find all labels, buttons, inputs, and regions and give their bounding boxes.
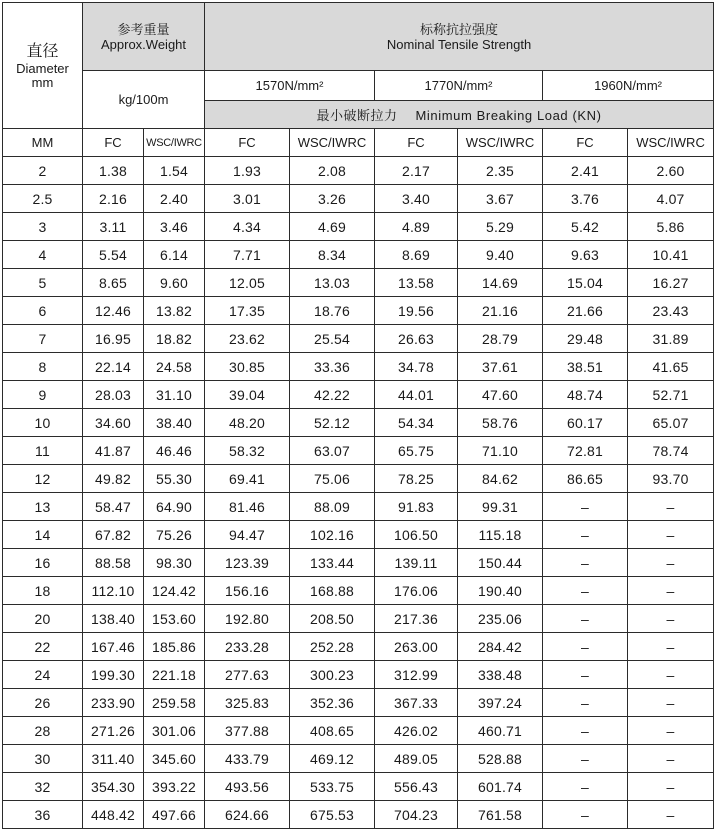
mbl-1770-wsc-iwrc-cell: 14.69 xyxy=(458,269,543,297)
weight-header xyxy=(83,3,205,71)
diameter-cell: 36 xyxy=(3,801,83,829)
table-row xyxy=(3,325,714,353)
mbl-1960-fc-cell: 48.74 xyxy=(543,381,628,409)
diameter-cell: 30 xyxy=(3,745,83,773)
mbl-1770-fc-cell: 78.25 xyxy=(375,465,458,493)
diameter-cell: 18 xyxy=(3,577,83,605)
mbl-1770-wsc-iwrc-cell: 397.24 xyxy=(458,689,543,717)
mbl-1570-fc-cell: 433.79 xyxy=(205,745,290,773)
mbl-1570-wsc-iwrc-cell: 208.50 xyxy=(290,605,375,633)
mbl-1570-fc-cell: 7.71 xyxy=(205,241,290,269)
mbl-1960-wsc-iwrc-cell: – xyxy=(628,633,714,661)
mbl-1570-wsc-iwrc-cell: 352.36 xyxy=(290,689,375,717)
mbl-1570-wsc-iwrc-cell: 533.75 xyxy=(290,773,375,801)
mbl-1570-fc-cell: 81.46 xyxy=(205,493,290,521)
mbl-1570-wsc-iwrc-cell: 408.65 xyxy=(290,717,375,745)
mbl-1570-wsc-iwrc-cell: 75.06 xyxy=(290,465,375,493)
weight-fc-cell: 167.46 xyxy=(83,633,144,661)
mbl-1570-wsc-iwrc-cell: 63.07 xyxy=(290,437,375,465)
mbl-1770-fc-cell: 13.58 xyxy=(375,269,458,297)
mbl-1570-fc-cell: 1.93 xyxy=(205,157,290,185)
mbl-1770-wsc-iwrc-cell: 5.29 xyxy=(458,213,543,241)
mbl-1770-wsc-iwrc-cell: 58.76 xyxy=(458,409,543,437)
col-label-1960-wsc-iwrc: WSC/IWRC xyxy=(628,129,714,157)
weight-wsc-iwrc-cell: 31.10 xyxy=(144,381,205,409)
mbl-1960-fc-cell: – xyxy=(543,801,628,829)
weight-wsc-iwrc-cell: 124.42 xyxy=(144,577,205,605)
table-row xyxy=(3,801,714,829)
weight-wsc-iwrc-cell: 55.30 xyxy=(144,465,205,493)
mbl-1960-fc-cell: – xyxy=(543,717,628,745)
diameter-cell: 26 xyxy=(3,689,83,717)
mbl-1960-wsc-iwrc-cell: 2.60 xyxy=(628,157,714,185)
weight-header-zh: 参考重量 xyxy=(117,21,170,37)
weight-fc-cell: 16.95 xyxy=(83,325,144,353)
table-row xyxy=(3,381,714,409)
mbl-1770-wsc-iwrc-cell: 84.62 xyxy=(458,465,543,493)
mbl-1770-wsc-iwrc-cell: 601.74 xyxy=(458,773,543,801)
weight-fc-cell: 67.82 xyxy=(83,521,144,549)
weight-fc-cell: 41.87 xyxy=(83,437,144,465)
mbl-1570-fc-cell: 48.20 xyxy=(205,409,290,437)
mbl-1770-fc-cell: 489.05 xyxy=(375,745,458,773)
col-label-1570-wsc-iwrc: WSC/IWRC xyxy=(290,129,375,157)
diameter-cell: 2.5 xyxy=(3,185,83,213)
weight-fc-cell: 199.30 xyxy=(83,661,144,689)
diameter-cell: 22 xyxy=(3,633,83,661)
weight-fc-cell: 271.26 xyxy=(83,717,144,745)
mbl-1960-fc-cell: – xyxy=(543,521,628,549)
weight-fc-cell: 88.58 xyxy=(83,549,144,577)
table-row xyxy=(3,269,714,297)
diameter-cell: 20 xyxy=(3,605,83,633)
table-body xyxy=(3,157,714,829)
mbl-1570-fc-cell: 624.66 xyxy=(205,801,290,829)
table-row xyxy=(3,717,714,745)
mbl-1960-wsc-iwrc-cell: – xyxy=(628,493,714,521)
diameter-header-en: Diameter xyxy=(16,60,69,76)
mbl-1960-fc-cell: 38.51 xyxy=(543,353,628,381)
table-row xyxy=(3,521,714,549)
mbl-1770-fc-cell: 91.83 xyxy=(375,493,458,521)
mbl-1570-wsc-iwrc-cell: 4.69 xyxy=(290,213,375,241)
weight-fc-cell: 49.82 xyxy=(83,465,144,493)
diameter-cell: 10 xyxy=(3,409,83,437)
col-label-weight-wsc-iwrc: WSC/IWRC xyxy=(144,129,205,157)
weight-wsc-iwrc-cell: 64.90 xyxy=(144,493,205,521)
mbl-1960-wsc-iwrc-cell: – xyxy=(628,689,714,717)
mbl-1960-wsc-iwrc-cell: – xyxy=(628,745,714,773)
weight-wsc-iwrc-cell: 221.18 xyxy=(144,661,205,689)
table-row xyxy=(3,353,714,381)
mbl-1960-wsc-iwrc-cell: 65.07 xyxy=(628,409,714,437)
mbl-1770-wsc-iwrc-cell: 150.44 xyxy=(458,549,543,577)
mbl-1770-fc-cell: 54.34 xyxy=(375,409,458,437)
diameter-cell: 3 xyxy=(3,213,83,241)
mbl-1770-wsc-iwrc-cell: 761.58 xyxy=(458,801,543,829)
weight-wsc-iwrc-cell: 46.46 xyxy=(144,437,205,465)
weight-wsc-iwrc-cell: 98.30 xyxy=(144,549,205,577)
weight-wsc-iwrc-cell: 18.82 xyxy=(144,325,205,353)
weight-fc-cell: 3.11 xyxy=(83,213,144,241)
diameter-header-zh: 直径 xyxy=(26,42,59,60)
mbl-1960-fc-cell: 5.42 xyxy=(543,213,628,241)
mbl-1770-fc-cell: 65.75 xyxy=(375,437,458,465)
mbl-1770-wsc-iwrc-cell: 99.31 xyxy=(458,493,543,521)
mbl-1960-wsc-iwrc-cell: – xyxy=(628,801,714,829)
col-label-weight-fc: FC xyxy=(83,129,144,157)
mbl-1960-wsc-iwrc-cell: 16.27 xyxy=(628,269,714,297)
table-row xyxy=(3,241,714,269)
diameter-cell: 7 xyxy=(3,325,83,353)
mbl-1770-wsc-iwrc-cell: 71.10 xyxy=(458,437,543,465)
mbl-1770-wsc-iwrc-cell: 3.67 xyxy=(458,185,543,213)
diameter-header xyxy=(3,3,83,129)
table-row xyxy=(3,773,714,801)
mbl-1570-wsc-iwrc-cell: 42.22 xyxy=(290,381,375,409)
mbl-1770-fc-cell: 176.06 xyxy=(375,577,458,605)
table-row xyxy=(3,577,714,605)
diameter-cell: 9 xyxy=(3,381,83,409)
mbl-1770-fc-cell: 556.43 xyxy=(375,773,458,801)
mbl-1960-fc-cell: 86.65 xyxy=(543,465,628,493)
mbl-1960-wsc-iwrc-cell: – xyxy=(628,773,714,801)
weight-wsc-iwrc-cell: 259.58 xyxy=(144,689,205,717)
mbl-1960-fc-cell: – xyxy=(543,549,628,577)
diameter-cell: 16 xyxy=(3,549,83,577)
tensile-strength-header-zh: 标称抗拉强度 xyxy=(420,21,499,37)
mbl-1770-fc-cell: 2.17 xyxy=(375,157,458,185)
table-row xyxy=(3,605,714,633)
mbl-1960-wsc-iwrc-cell: 4.07 xyxy=(628,185,714,213)
weight-header-en: Approx.Weight xyxy=(100,36,187,52)
table-row xyxy=(3,437,714,465)
mbl-1770-fc-cell: 44.01 xyxy=(375,381,458,409)
mbl-1570-fc-cell: 493.56 xyxy=(205,773,290,801)
mbl-1770-fc-cell: 3.40 xyxy=(375,185,458,213)
mbl-1570-fc-cell: 123.39 xyxy=(205,549,290,577)
mbl-1570-wsc-iwrc-cell: 18.76 xyxy=(290,297,375,325)
mbl-1960-fc-cell: 2.41 xyxy=(543,157,628,185)
mbl-1770-wsc-iwrc-cell: 9.40 xyxy=(458,241,543,269)
mbl-1570-wsc-iwrc-cell: 168.88 xyxy=(290,577,375,605)
mbl-1570-fc-cell: 3.01 xyxy=(205,185,290,213)
col-label-1570-fc: FC xyxy=(205,129,290,157)
mbl-1960-wsc-iwrc-cell: – xyxy=(628,521,714,549)
mbl-1960-wsc-iwrc-cell: – xyxy=(628,605,714,633)
min-breaking-load-header xyxy=(205,101,714,129)
weight-wsc-iwrc-cell: 497.66 xyxy=(144,801,205,829)
mbl-1770-wsc-iwrc-cell: 2.35 xyxy=(458,157,543,185)
weight-fc-cell: 34.60 xyxy=(83,409,144,437)
wire-rope-spec-table xyxy=(2,2,714,829)
mbl-1960-fc-cell: 60.17 xyxy=(543,409,628,437)
mbl-1570-fc-cell: 156.16 xyxy=(205,577,290,605)
weight-wsc-iwrc-cell: 301.06 xyxy=(144,717,205,745)
weight-wsc-iwrc-cell: 75.26 xyxy=(144,521,205,549)
diameter-cell: 8 xyxy=(3,353,83,381)
mbl-1960-fc-cell: 29.48 xyxy=(543,325,628,353)
min-breaking-load-zh: 最小破断拉力 xyxy=(316,108,398,123)
mbl-1960-fc-cell: 21.66 xyxy=(543,297,628,325)
diameter-cell: 32 xyxy=(3,773,83,801)
mbl-1770-fc-cell: 704.23 xyxy=(375,801,458,829)
weight-wsc-iwrc-cell: 3.46 xyxy=(144,213,205,241)
diameter-cell: 28 xyxy=(3,717,83,745)
mbl-1960-wsc-iwrc-cell: 78.74 xyxy=(628,437,714,465)
column-label-row xyxy=(3,129,714,157)
mbl-1960-wsc-iwrc-cell: – xyxy=(628,661,714,689)
mbl-1960-wsc-iwrc-cell: 31.89 xyxy=(628,325,714,353)
mbl-1570-fc-cell: 233.28 xyxy=(205,633,290,661)
mbl-1570-wsc-iwrc-cell: 52.12 xyxy=(290,409,375,437)
weight-fc-cell: 2.16 xyxy=(83,185,144,213)
grade-1570-header: 1570N/mm² xyxy=(205,71,375,101)
mbl-1570-wsc-iwrc-cell: 102.16 xyxy=(290,521,375,549)
mbl-1960-wsc-iwrc-cell: 41.65 xyxy=(628,353,714,381)
weight-wsc-iwrc-cell: 153.60 xyxy=(144,605,205,633)
mbl-1770-fc-cell: 263.00 xyxy=(375,633,458,661)
mbl-1770-wsc-iwrc-cell: 284.42 xyxy=(458,633,543,661)
mbl-1770-wsc-iwrc-cell: 460.71 xyxy=(458,717,543,745)
tensile-strength-header xyxy=(205,3,714,71)
mbl-1570-wsc-iwrc-cell: 675.53 xyxy=(290,801,375,829)
weight-wsc-iwrc-cell: 6.14 xyxy=(144,241,205,269)
mbl-1960-wsc-iwrc-cell: 10.41 xyxy=(628,241,714,269)
diameter-cell: 13 xyxy=(3,493,83,521)
mbl-1570-wsc-iwrc-cell: 133.44 xyxy=(290,549,375,577)
mbl-1770-fc-cell: 106.50 xyxy=(375,521,458,549)
weight-fc-cell: 1.38 xyxy=(83,157,144,185)
col-label-1770-wsc-iwrc: WSC/IWRC xyxy=(458,129,543,157)
weight-fc-cell: 448.42 xyxy=(83,801,144,829)
weight-fc-cell: 311.40 xyxy=(83,745,144,773)
mbl-1770-wsc-iwrc-cell: 115.18 xyxy=(458,521,543,549)
mbl-1570-fc-cell: 94.47 xyxy=(205,521,290,549)
mbl-1570-fc-cell: 4.34 xyxy=(205,213,290,241)
mbl-1570-wsc-iwrc-cell: 8.34 xyxy=(290,241,375,269)
mbl-1770-wsc-iwrc-cell: 190.40 xyxy=(458,577,543,605)
mbl-1770-fc-cell: 4.89 xyxy=(375,213,458,241)
mbl-1960-fc-cell: 72.81 xyxy=(543,437,628,465)
weight-fc-cell: 354.30 xyxy=(83,773,144,801)
mbl-1570-fc-cell: 377.88 xyxy=(205,717,290,745)
col-label-mm: MM xyxy=(3,129,83,157)
min-breaking-load-en: Minimum Breaking Load (KN) xyxy=(415,108,602,123)
col-label-1960-fc: FC xyxy=(543,129,628,157)
mbl-1570-fc-cell: 23.62 xyxy=(205,325,290,353)
mbl-1570-wsc-iwrc-cell: 2.08 xyxy=(290,157,375,185)
weight-fc-cell: 112.10 xyxy=(83,577,144,605)
diameter-cell: 4 xyxy=(3,241,83,269)
weight-wsc-iwrc-cell: 1.54 xyxy=(144,157,205,185)
mbl-1960-wsc-iwrc-cell: 93.70 xyxy=(628,465,714,493)
tensile-strength-header-en: Nominal Tensile Strength xyxy=(386,36,532,52)
mbl-1770-wsc-iwrc-cell: 235.06 xyxy=(458,605,543,633)
mbl-1770-wsc-iwrc-cell: 338.48 xyxy=(458,661,543,689)
col-label-1770-fc: FC xyxy=(375,129,458,157)
mbl-1770-wsc-iwrc-cell: 21.16 xyxy=(458,297,543,325)
mbl-1960-fc-cell: 9.63 xyxy=(543,241,628,269)
grade-1960-header: 1960N/mm² xyxy=(543,71,714,101)
mbl-1770-wsc-iwrc-cell: 37.61 xyxy=(458,353,543,381)
mbl-1960-fc-cell: 3.76 xyxy=(543,185,628,213)
weight-fc-cell: 5.54 xyxy=(83,241,144,269)
table-row xyxy=(3,549,714,577)
mbl-1570-fc-cell: 58.32 xyxy=(205,437,290,465)
weight-wsc-iwrc-cell: 2.40 xyxy=(144,185,205,213)
table-row xyxy=(3,157,714,185)
mbl-1770-fc-cell: 139.11 xyxy=(375,549,458,577)
mbl-1770-wsc-iwrc-cell: 28.79 xyxy=(458,325,543,353)
weight-wsc-iwrc-cell: 13.82 xyxy=(144,297,205,325)
mbl-1770-fc-cell: 367.33 xyxy=(375,689,458,717)
weight-wsc-iwrc-cell: 185.86 xyxy=(144,633,205,661)
table-row xyxy=(3,465,714,493)
mbl-1960-wsc-iwrc-cell: 23.43 xyxy=(628,297,714,325)
mbl-1570-fc-cell: 325.83 xyxy=(205,689,290,717)
mbl-1770-fc-cell: 26.63 xyxy=(375,325,458,353)
mbl-1570-wsc-iwrc-cell: 469.12 xyxy=(290,745,375,773)
mbl-1960-fc-cell: – xyxy=(543,745,628,773)
mbl-1570-fc-cell: 192.80 xyxy=(205,605,290,633)
mbl-1960-fc-cell: – xyxy=(543,661,628,689)
table-row xyxy=(3,493,714,521)
mbl-1570-wsc-iwrc-cell: 3.26 xyxy=(290,185,375,213)
weight-wsc-iwrc-cell: 393.22 xyxy=(144,773,205,801)
mbl-1960-fc-cell: – xyxy=(543,773,628,801)
mbl-1570-wsc-iwrc-cell: 25.54 xyxy=(290,325,375,353)
diameter-cell: 14 xyxy=(3,521,83,549)
diameter-header-unit: mm xyxy=(31,74,54,90)
diameter-cell: 5 xyxy=(3,269,83,297)
mbl-1570-wsc-iwrc-cell: 33.36 xyxy=(290,353,375,381)
mbl-1770-fc-cell: 312.99 xyxy=(375,661,458,689)
mbl-1570-wsc-iwrc-cell: 13.03 xyxy=(290,269,375,297)
diameter-cell: 11 xyxy=(3,437,83,465)
weight-fc-cell: 138.40 xyxy=(83,605,144,633)
table-row xyxy=(3,297,714,325)
mbl-1960-wsc-iwrc-cell: – xyxy=(628,549,714,577)
weight-wsc-iwrc-cell: 345.60 xyxy=(144,745,205,773)
mbl-1960-fc-cell: – xyxy=(543,605,628,633)
mbl-1570-wsc-iwrc-cell: 252.28 xyxy=(290,633,375,661)
table-row xyxy=(3,185,714,213)
mbl-1960-wsc-iwrc-cell: 5.86 xyxy=(628,213,714,241)
mbl-1570-wsc-iwrc-cell: 88.09 xyxy=(290,493,375,521)
diameter-cell: 24 xyxy=(3,661,83,689)
weight-fc-cell: 28.03 xyxy=(83,381,144,409)
weight-wsc-iwrc-cell: 9.60 xyxy=(144,269,205,297)
mbl-1960-wsc-iwrc-cell: – xyxy=(628,577,714,605)
table-row xyxy=(3,633,714,661)
table-row xyxy=(3,745,714,773)
weight-unit-cell: kg/100m xyxy=(83,71,205,129)
weight-fc-cell: 58.47 xyxy=(83,493,144,521)
table-row xyxy=(3,213,714,241)
mbl-1960-fc-cell: – xyxy=(543,689,628,717)
mbl-1770-fc-cell: 426.02 xyxy=(375,717,458,745)
mbl-1570-fc-cell: 30.85 xyxy=(205,353,290,381)
mbl-1570-fc-cell: 17.35 xyxy=(205,297,290,325)
mbl-1960-fc-cell: – xyxy=(543,577,628,605)
mbl-1770-fc-cell: 19.56 xyxy=(375,297,458,325)
mbl-1960-fc-cell: – xyxy=(543,633,628,661)
mbl-1770-wsc-iwrc-cell: 528.88 xyxy=(458,745,543,773)
mbl-1570-fc-cell: 39.04 xyxy=(205,381,290,409)
diameter-cell: 2 xyxy=(3,157,83,185)
mbl-1570-fc-cell: 69.41 xyxy=(205,465,290,493)
weight-wsc-iwrc-cell: 24.58 xyxy=(144,353,205,381)
mbl-1570-fc-cell: 277.63 xyxy=(205,661,290,689)
weight-wsc-iwrc-cell: 38.40 xyxy=(144,409,205,437)
mbl-1770-wsc-iwrc-cell: 47.60 xyxy=(458,381,543,409)
weight-fc-cell: 12.46 xyxy=(83,297,144,325)
weight-fc-cell: 22.14 xyxy=(83,353,144,381)
table-row xyxy=(3,409,714,437)
mbl-1960-fc-cell: – xyxy=(543,493,628,521)
weight-fc-cell: 233.90 xyxy=(83,689,144,717)
mbl-1960-wsc-iwrc-cell: 52.71 xyxy=(628,381,714,409)
mbl-1960-fc-cell: 15.04 xyxy=(543,269,628,297)
grade-1770-header: 1770N/mm² xyxy=(375,71,543,101)
table-row xyxy=(3,689,714,717)
mbl-1960-wsc-iwrc-cell: – xyxy=(628,717,714,745)
mbl-1770-fc-cell: 217.36 xyxy=(375,605,458,633)
diameter-cell: 12 xyxy=(3,465,83,493)
diameter-cell: 6 xyxy=(3,297,83,325)
mbl-1570-wsc-iwrc-cell: 300.23 xyxy=(290,661,375,689)
mbl-1770-fc-cell: 34.78 xyxy=(375,353,458,381)
mbl-1570-fc-cell: 12.05 xyxy=(205,269,290,297)
weight-fc-cell: 8.65 xyxy=(83,269,144,297)
table-row xyxy=(3,661,714,689)
mbl-1770-fc-cell: 8.69 xyxy=(375,241,458,269)
